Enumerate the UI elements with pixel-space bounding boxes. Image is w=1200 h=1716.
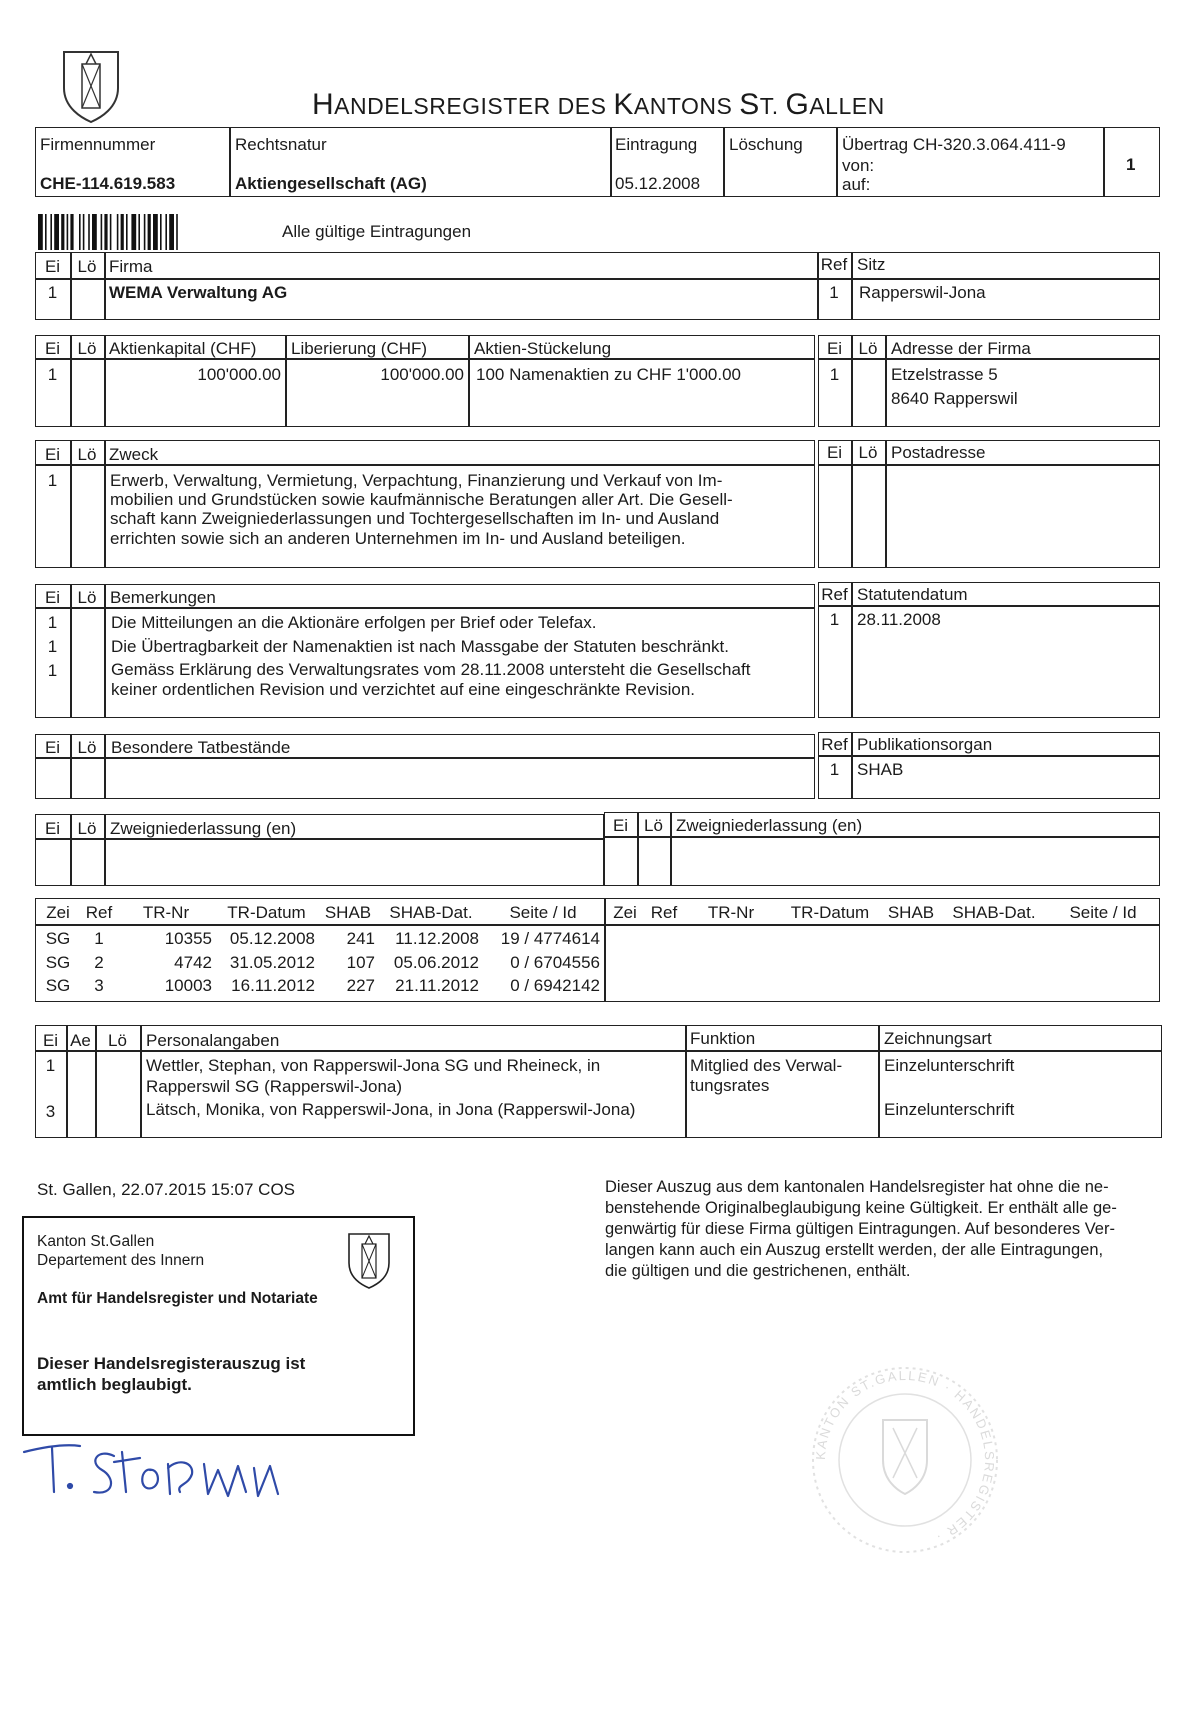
tr-header-trdatum: TR-Datum [790, 903, 870, 922]
tr-cell: 10003 [164, 976, 212, 995]
personen-col-ae: Ae [70, 1031, 91, 1050]
tr-cell: 2 [94, 953, 104, 972]
note-line: benstehende Originalbeglaubigung keine Gültigkeit. Er enthält alle ge- [605, 1199, 1117, 1217]
bemerkung-ei: 1 [47, 637, 58, 656]
zweig-col-lo: Lö [77, 819, 97, 838]
tr-header-trdatum: TR-Datum [227, 903, 306, 922]
zeichnung-label: Zeichnungsart [884, 1029, 992, 1048]
note-line: die gültigen und die gestrichenen, enthält. [605, 1262, 911, 1280]
tr-header-zei: Zei [46, 903, 70, 922]
von-label: von: [842, 156, 875, 175]
tr-cell: 241 [346, 929, 375, 948]
note-line: Dieser Auszug aus dem kantonalen Handelsregister hat ohne die ne- [605, 1178, 1109, 1196]
zweck-line: Erwerb, Verwaltung, Vermietung, Verpachtung, Finanzierung und Verkauf von Im- [110, 471, 723, 490]
auf-label: auf: [842, 175, 871, 194]
firma-col-ei: Ei [44, 257, 61, 276]
bemerkung-text: Die Übertragbarkeit der Namenaktien ist nach Massgabe der Statuten beschränkt. [111, 637, 729, 656]
tr-cell: 11.12.2008 [395, 929, 479, 948]
statutendatum-col-ref: Ref [821, 585, 848, 604]
tr-cell: 10355 [164, 929, 212, 948]
postadresse-col-lo: Lö [858, 443, 878, 462]
tr-cell: 0 / 6704556 [510, 953, 600, 972]
publikation-ref-value: 1 [829, 760, 840, 779]
zweig-label: Zweigniederlassung (en) [676, 816, 863, 835]
note-line: langen kann auch ein Auszug erstellt werden, der alle Eintragungen, [605, 1241, 1104, 1259]
rechtsnatur-label: Rechtsnatur [235, 135, 327, 154]
zweig-col-lo: Lö [644, 816, 663, 835]
sitz-ref-value: 1 [829, 283, 839, 302]
tr-cell: SG [45, 953, 71, 972]
besondere-col-ei: Ei [44, 738, 61, 757]
tr-cell: 21.11.2012 [395, 976, 479, 995]
tr-cell: 3 [94, 976, 104, 995]
firma-col-lo: Lö [77, 257, 97, 276]
publikation-col-ref: Ref [821, 735, 848, 754]
tr-cell: SG [45, 976, 71, 995]
sitz-value: Rapperswil-Jona [859, 283, 986, 302]
tr-cell: 227 [346, 976, 375, 995]
zweig-col-ei: Ei [44, 819, 61, 838]
aktienkapital-label: Aktienkapital (CHF) [109, 339, 257, 358]
tr-cell: 0 / 6942142 [510, 976, 600, 995]
tr-header-zei: Zei [613, 903, 637, 922]
eintragung-label: Eintragung [615, 135, 698, 154]
adresse-line1: Etzelstrasse 5 [891, 365, 998, 384]
title-part: ST. [739, 88, 786, 121]
postadresse-col-ei: Ei [826, 443, 843, 462]
bemerkung-ei: 1 [47, 613, 58, 632]
tr-header-trnr: TR-Nr [707, 903, 755, 922]
stamp-line: amtlich beglaubigt. [37, 1375, 192, 1394]
tr-header-shab: SHAB [887, 903, 935, 922]
person-zeichnung: Einzelunterschrift [884, 1100, 1015, 1119]
personen-col-lo: Lö [108, 1031, 127, 1050]
person-line: Lätsch, Monika, von Rapperswil-Jona, in Jona (Rapperswil-Jona) [146, 1100, 636, 1119]
tr-cell: 19 / 4774614 [500, 929, 600, 948]
bemerkung-text: Die Mitteilungen an die Aktionäre erfolgen per Brief oder Telefax. [111, 613, 597, 632]
zweck-line: schaft kann Zweigniederlassungen und Tochtergesellschaften im In- und Ausland [110, 509, 720, 528]
tr-header-ref: Ref [650, 903, 678, 922]
besondere-col-lo: Lö [77, 738, 97, 757]
publikation-label: Publikationsorgan [857, 735, 993, 754]
liberierung-label: Liberierung (CHF) [291, 339, 428, 358]
zweck-col-lo: Lö [77, 445, 97, 464]
adresse-label: Adresse der Firma [891, 339, 1031, 358]
title-part: GALLEN [785, 88, 885, 121]
embossed-seal [805, 1360, 1005, 1560]
statutendatum-label: Statutendatum [857, 585, 968, 604]
kapital-col-ei: Ei [44, 339, 61, 358]
liberierung-value: 100'000.00 [380, 365, 464, 384]
bemerkung-continuation: keiner ordentlichen Revision und verzichtet auf eine eingeschränkte Revision. [111, 680, 696, 699]
person-zeichnung: Einzelunterschrift [884, 1056, 1015, 1075]
rechtsnatur-value: Aktiengesellschaft (AG) [235, 174, 427, 193]
zweck-ei-value: 1 [47, 471, 58, 490]
page-number: 1 [1126, 155, 1136, 174]
zweck-col-ei: Ei [44, 445, 61, 464]
adresse-line2: 8640 Rapperswil [891, 389, 1018, 408]
zweig-col-ei: Ei [612, 816, 629, 835]
seal-text: KANTON ST.GALLEN · HANDELSREGISTER · [812, 1367, 998, 1546]
tr-cell: 16.11.2012 [231, 976, 315, 995]
bemerkung-text: Gemäss Erklärung des Verwaltungsrates vom 28.11.2008 untersteht die Gesellschaft [111, 660, 751, 679]
firma-name: WEMA Verwaltung AG [109, 283, 288, 302]
person-line: Wettler, Stephan, von Rapperswil-Jona SG und Rheineck, in [146, 1056, 601, 1075]
tr-cell: 1 [94, 929, 104, 948]
statutendatum-ref-value: 1 [829, 610, 840, 629]
page-title [312, 88, 885, 123]
tr-cell: 4742 [174, 953, 212, 972]
tr-header-trnr: TR-Nr [142, 903, 190, 922]
postadresse-label: Postadresse [891, 443, 986, 462]
tr-cell: 107 [346, 953, 375, 972]
sitz-label: Sitz [857, 255, 886, 274]
loeschung-label: Löschung [729, 135, 803, 154]
stamp-line: Departement des Innern [37, 1252, 205, 1269]
tr-header-seite: Seite / Id [509, 903, 577, 922]
barcode-caption: Alle gültige Eintragungen [282, 222, 472, 241]
stamp-line: Kanton St.Gallen [37, 1233, 155, 1250]
note-line: genwärtig für diese Firma gültigen Eintragungen. Auf besonderes Ver- [605, 1220, 1115, 1238]
personen-col-ei: Ei [42, 1031, 59, 1050]
tr-header-ref: Ref [85, 903, 113, 922]
publikation-value: SHAB [857, 760, 904, 779]
eintragung-value: 05.12.2008 [615, 174, 701, 193]
title-part: KANTONS [613, 88, 740, 121]
sitz-col-ref: Ref [820, 255, 848, 274]
aktienkapital-value: 100'000.00 [197, 365, 281, 384]
stamp-line: Amt für Handelsregister und Notariate [37, 1290, 318, 1307]
signature [18, 1440, 288, 1510]
tr-cell: 31.05.2012 [229, 953, 315, 972]
bemerkung-ei: 1 [47, 661, 58, 680]
zweck-line: mobilien und Grundstücken sowie kaufmännische Beratungen aller Art. Die Gesell- [110, 490, 733, 509]
tr-header-shabdat: SHAB-Dat. [389, 903, 473, 922]
tr-cell: SG [45, 929, 71, 948]
person-funktion: Mitglied des Verwal- [690, 1056, 843, 1075]
tr-header-shab: SHAB [324, 903, 372, 922]
firmennummer-label: Firmennummer [40, 135, 156, 154]
stueckelung-label: Aktien-Stückelung [474, 339, 612, 358]
tr-header-shabdat: SHAB-Dat. [952, 903, 1036, 922]
personen-label: Personalangaben [146, 1031, 280, 1050]
bemerkungen-label: Bemerkungen [110, 588, 216, 607]
place-date: St. Gallen, 22.07.2015 15:07 COS [37, 1180, 296, 1199]
firmennummer-value: CHE-114.619.583 [40, 174, 176, 193]
adresse-ei-value: 1 [829, 365, 840, 384]
person-ei: 3 [45, 1102, 56, 1121]
adresse-col-ei: Ei [826, 339, 843, 358]
tr-cell: 05.06.2012 [393, 953, 479, 972]
firma-label: Firma [109, 257, 153, 276]
bemerkungen-col-lo: Lö [77, 588, 97, 607]
zweck-line: errichten sowie sich an anderen Unternehmen im In- und Ausland beteiligen. [110, 529, 686, 548]
person-line: Rapperswil SG (Rapperswil-Jona) [146, 1077, 403, 1096]
firma-ei-value: 1 [47, 283, 58, 302]
stamp-coat-of-arms-icon [346, 1231, 392, 1291]
besondere-label: Besondere Tatbestände [111, 738, 291, 757]
bemerkungen-col-ei: Ei [44, 588, 61, 607]
tr-cell: 05.12.2008 [229, 929, 315, 948]
person-funktion: tungsrates [690, 1076, 770, 1095]
person-ei: 1 [45, 1056, 56, 1075]
funktion-label: Funktion [690, 1029, 756, 1048]
stamp-line: Dieser Handelsregisterauszug ist [37, 1354, 306, 1373]
kapital-ei-value: 1 [47, 365, 58, 384]
title-part: HANDELSREGISTER DES [312, 88, 614, 121]
kapital-col-lo: Lö [77, 339, 97, 358]
zweck-label: Zweck [109, 445, 159, 464]
statutendatum-value: 28.11.2008 [857, 610, 941, 629]
adresse-col-lo: Lö [858, 339, 878, 358]
zweig-label: Zweigniederlassung (en) [110, 819, 297, 838]
coat-of-arms-icon [60, 48, 122, 124]
tr-header-seite: Seite / Id [1069, 903, 1137, 922]
stueckelung-value: 100 Namenaktien zu CHF 1'000.00 [476, 365, 742, 384]
uebertrag-label: Übertrag CH-320.3.064.411-9 [842, 135, 1066, 154]
barcode-icon [38, 214, 270, 255]
